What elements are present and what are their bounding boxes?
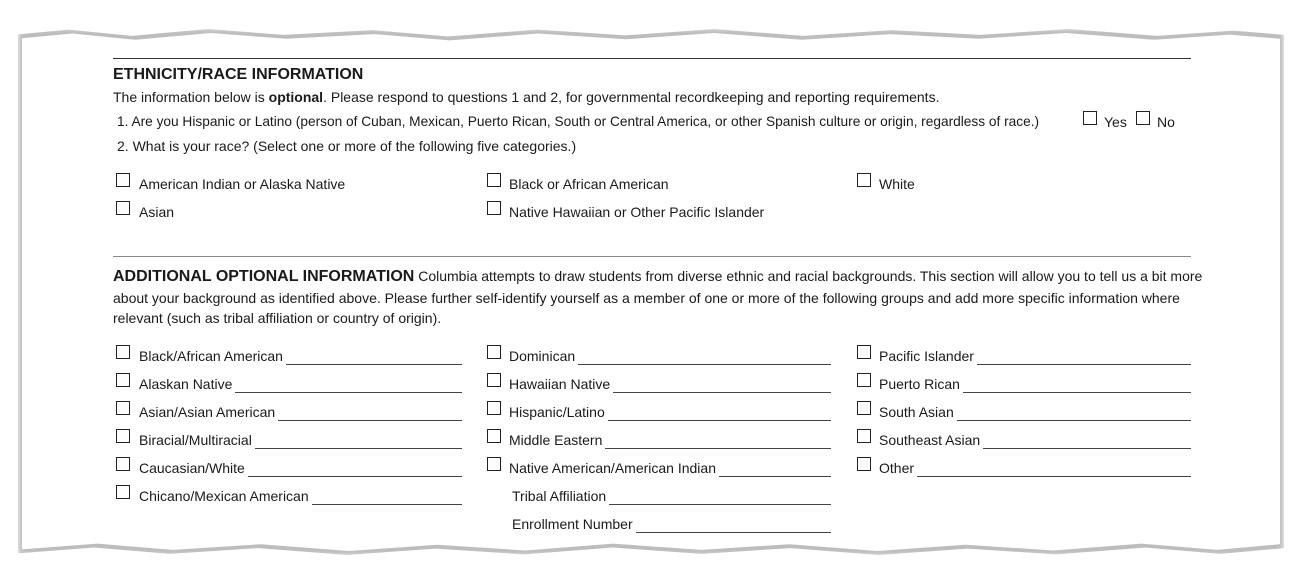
race-american-indian-checkbox[interactable] [116,173,130,187]
group-other-checkbox[interactable] [857,457,871,471]
group-dominican-row: Dominican [509,345,831,365]
group-southeast-asian-row: Southeast Asian [879,429,1191,449]
group-black-african-american-field[interactable] [286,350,462,365]
group-other-field[interactable] [917,462,1191,477]
group-dominican-field[interactable] [578,350,831,365]
section2-header [113,266,1203,329]
group-caucasian-field[interactable] [248,462,462,477]
race-white-label: White [879,176,915,192]
group-native-american-row: Native American/American Indian [509,457,831,477]
group-caucasian-row: Caucasian/White [139,457,462,477]
group-south-asian-row: South Asian [879,401,1191,421]
group-pacific-islander-row: Pacific Islander [879,345,1191,365]
group-puerto-rican-field[interactable] [963,378,1191,393]
group-alaskan-native-field[interactable] [235,378,462,393]
group-hawaiian-native-field[interactable] [613,378,831,393]
group-chicano-row: Chicano/Mexican American [139,485,462,505]
group-other-row: Other [879,457,1191,477]
top-divider [113,58,1191,59]
hispanic-no-label: No [1157,114,1175,130]
hispanic-yes-label: Yes [1104,114,1127,130]
group-alaskan-native-checkbox[interactable] [116,373,130,387]
section1-title: ETHNICITY/RACE INFORMATION [113,66,364,83]
group-hispanic-latino-checkbox[interactable] [487,401,501,415]
group-chicano-field[interactable] [312,490,462,505]
group-alaskan-native-row: Alaskan Native [139,373,462,393]
section2-description: Columbia attempts to draw students from diverse ethnic and racial backgrounds. This section will allow you to tell us a bit more about your background as identified above. Please further self-identify yourself as a member of one or more of the following groups and add more specific information where relevant (such as tribal affiliation or country of origin). [113,268,1203,326]
group-asian-american-row: Asian/Asian American [139,401,462,421]
race-native-hawaiian-label: Native Hawaiian or Other Pacific Islander [509,204,765,220]
group-hispanic-latino-field[interactable] [608,406,831,421]
race-asian-label: Asian [139,204,175,220]
race-black-checkbox[interactable] [487,173,501,187]
group-puerto-rican-checkbox[interactable] [857,373,871,387]
group-hawaiian-native-row: Hawaiian Native [509,373,831,393]
race-white-checkbox[interactable] [857,173,871,187]
group-biracial-row: Biracial/Multiracial [139,429,462,449]
hispanic-no-checkbox[interactable] [1136,111,1150,125]
group-south-asian-field[interactable] [957,406,1191,421]
race-black-label: Black or African American [509,176,669,192]
enrollment-number-row: Enrollment Number [512,513,831,533]
question-2: 2. What is your race? (Select one or more of the following five categories.) [117,138,577,154]
group-southeast-asian-checkbox[interactable] [857,429,871,443]
tribal-affiliation-field[interactable] [609,490,831,505]
section2-title: ADDITIONAL OPTIONAL INFORMATION [113,268,415,285]
race-asian-checkbox[interactable] [116,201,130,215]
group-south-asian-checkbox[interactable] [857,401,871,415]
section1-intro: The information below is optional. Please respond to questions 1 and 2, for governmental recordkeeping and reporting requirements. [113,89,940,105]
group-biracial-checkbox[interactable] [116,429,130,443]
group-black-african-american-row: Black/African American [139,345,462,365]
hispanic-yes-checkbox[interactable] [1083,111,1097,125]
group-dominican-checkbox[interactable] [487,345,501,359]
group-chicano-checkbox[interactable] [116,485,130,499]
group-hispanic-latino-row: Hispanic/Latino [509,401,831,421]
group-pacific-islander-field[interactable] [977,350,1191,365]
middle-divider [113,256,1191,257]
group-native-american-field[interactable] [719,462,831,477]
race-native-hawaiian-checkbox[interactable] [487,201,501,215]
race-american-indian-label: American Indian or Alaska Native [139,176,346,192]
group-black-african-american-checkbox[interactable] [116,345,130,359]
group-middle-eastern-row: Middle Eastern [509,429,831,449]
group-asian-american-field[interactable] [278,406,462,421]
tribal-affiliation-row: Tribal Affiliation [512,485,831,505]
group-hawaiian-native-checkbox[interactable] [487,373,501,387]
question-1: 1. Are you Hispanic or Latino (person of Cuban, Mexican, Puerto Rican, South or Central America, or other Spanish culture or origin, regardless of race.) [117,114,1040,129]
enrollment-number-field[interactable] [636,518,831,533]
group-southeast-asian-field[interactable] [983,434,1191,449]
group-caucasian-checkbox[interactable] [116,457,130,471]
group-middle-eastern-checkbox[interactable] [487,429,501,443]
group-biracial-field[interactable] [255,434,462,449]
group-puerto-rican-row: Puerto Rican [879,373,1191,393]
group-pacific-islander-checkbox[interactable] [857,345,871,359]
group-native-american-checkbox[interactable] [487,457,501,471]
group-middle-eastern-field[interactable] [605,434,831,449]
group-asian-american-checkbox[interactable] [116,401,130,415]
